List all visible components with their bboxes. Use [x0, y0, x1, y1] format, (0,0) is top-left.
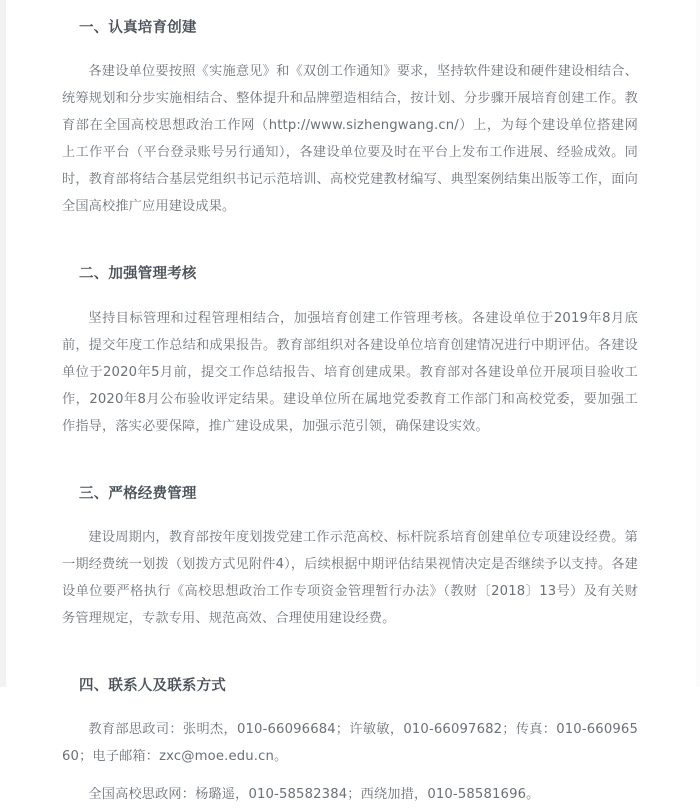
heading-spacer: [62, 504, 638, 524]
section-heading-2: 二、加强管理考核: [79, 266, 197, 283]
section-spacer: [62, 220, 638, 232]
section-2-paragraph-1: 坚持目标管理和过程管理相结合，加强培育创建工作管理考核。各建设单位于2019年8月底前，提交年度工作总结和成果报告。教育部组织对各建设单位培育创建情况进行中期评估。各建设单位于2020年5月前，提交工作总结报告、培育创建成果。教育部对各建设单位开展项目验收工作，2020年8月公布验收评定结果。建设单位所在属地党委教育工作部门和高校党委，要加强工作指导，落实必要保障，推广建设成果，加强示范引领，确保建设实效。: [62, 310, 638, 434]
section-heading-4: 四、联系人及联系方式: [79, 677, 226, 694]
heading-spacer: [62, 38, 638, 58]
section-spacer: [62, 440, 638, 452]
section-1-paragraph-1: 各建设单位要按照《实施意见》和《双创工作通知》要求，坚持软件建设和硬件建设相结合、统筹规划和分步实施相结合、整体提升和品牌塑造相结合，按计划、分步骤开展培育创建工作。教育部在全国高校思想政治工作网（http://www.sizhengwang.cn/）上，为每个建设单位搭建网上工作平台（平台登录账号另行通知），各建设单位要及时在平台上发布工作进展、经验成效。同时，教育部将结合基层党组织书记示范培训、高校党建教材编写、典型案例结集出版等工作，面向全国高校推广应用建设成果。: [62, 64, 638, 215]
contact-line-sizhengwang: 全国高校思政网：杨璐遥，010-58582384；西绕加措，010-58581696。: [88, 787, 540, 803]
heading-spacer: [62, 696, 638, 716]
section-heading-3: 三、严格经费管理: [79, 485, 197, 502]
section-3-paragraph-1: 建设周期内，教育部按年度划拨党建工作示范高校、标杆院系培育创建单位专项建设经费。第一期经费统一划拨（划拨方式见附件4），后续根据中期评估结果视情决定是否继续予以支持。各建设单位要严格执行《高校思想政治工作专项资金管理暂行办法》（教财〔2018〕13号）及有关财务管理规定，专款专用、规范高效、合理使用建设经费。: [62, 529, 638, 626]
heading-spacer: [62, 285, 638, 305]
section-spacer: [62, 632, 638, 644]
document-body: [62, 18, 638, 808]
section-heading-1: 一、认真培育创建: [79, 20, 197, 36]
contact-line-moe: 教育部思政司：张明杰，010-66096684；许敏敏，010-66097682；传真：010-66096560；电子邮箱：zxc@moe.edu.cn。: [62, 722, 638, 765]
contact-spacer: [62, 770, 638, 781]
